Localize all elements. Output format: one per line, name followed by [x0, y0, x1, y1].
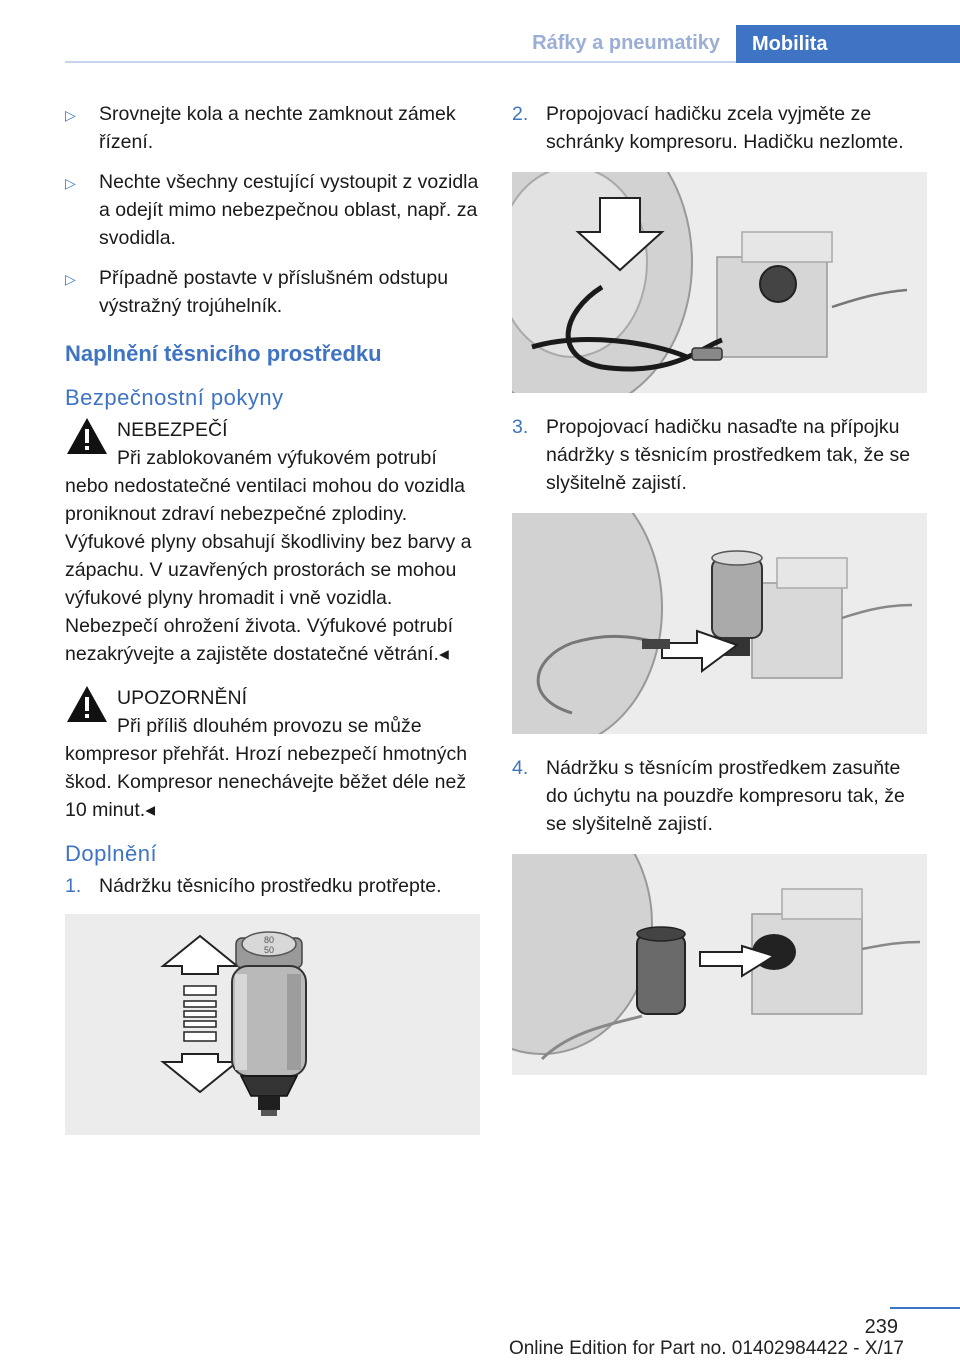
bullet-item [65, 100, 480, 156]
step-number: 3. [512, 416, 529, 438]
danger-notice [65, 416, 480, 668]
figure-shake-bottle [65, 914, 480, 1135]
right-column [512, 100, 927, 1095]
warning-triangle-icon [65, 416, 109, 456]
warning-text: Při příliš dlouhém provozu se může kompresor přehřát. Hrozí nebezpečí hmotných škod. Kompresor nenechávejte běžet déle než 10 minut.◂ [65, 715, 468, 821]
caution-notice [65, 684, 480, 824]
warning-title: NEBEZPEČÍ [117, 419, 228, 441]
step-text: Nádržku těsnicího prostředku protřepte. [99, 875, 442, 897]
triangle-bullet-icon: ▷ [65, 107, 76, 123]
edition-footer: Online Edition for Part no. 01402984422 - X/17 [508, 1338, 904, 1359]
figure-connect-hose [512, 513, 927, 734]
connect-illustration [512, 513, 927, 734]
warning-title: UPOZORNĚNÍ [117, 687, 248, 709]
warning-triangle-icon [65, 684, 109, 724]
insert-illustration [512, 854, 927, 1075]
left-column [65, 100, 480, 1155]
step-item [512, 413, 927, 497]
figure-remove-hose [512, 172, 927, 393]
step-number: 4. [512, 757, 529, 779]
step-text: Nádržku s těsnícím prostředkem zasuňte do úchytu na pouzdře kompresoru tak, že se slyšitelně zajistí. [546, 757, 905, 835]
section-heading: Naplnění těsnicího prostředku [65, 341, 382, 366]
bullet-text: Srovnejte kola a nechte zamknout zámek řízení. [99, 103, 456, 153]
chapter-tab[interactable]: Mobilita [736, 25, 960, 63]
step-item [512, 754, 927, 838]
step-number: 2. [512, 103, 529, 125]
footer-rule [890, 1307, 960, 1309]
step-item [65, 872, 480, 900]
figure-insert-bottle [512, 854, 927, 1075]
step-item [512, 100, 927, 156]
bullet-text: Nechte všechny cestující vystoupit z vozidla a odejít mimo nebezpečnou oblast, např. za svodidla. [99, 171, 479, 249]
refill-subheading: Doplnění [65, 841, 158, 866]
shake-bottle-illustration [65, 914, 480, 1135]
bullet-item [65, 168, 480, 252]
step-text: Propojovací hadičku zcela vyjměte ze schránky kompresoru. Hadičku nezlomte. [546, 103, 904, 153]
step-number: 1. [65, 875, 82, 897]
triangle-bullet-icon: ▷ [65, 271, 76, 287]
page-number: 239 [864, 1316, 898, 1338]
warning-text: Při zablokovaném výfukovém potrubí nebo nedostatečné ventilaci mohou do vozidla proniknout zdraví nebezpečné zplodiny. Výfukové plyny obsahují škodliviny bez barvy a zápachu. V uzavřených prostorách se mohou výfukové plyny hromadit i vně vozidla. Nebezpečí ohrožení života. Výfukové potrubí nezakrývejte a zajistěte dostatečné větrání.◂ [65, 447, 472, 665]
section-tab[interactable]: Ráfky a pneumatiky [532, 31, 720, 54]
hose-illustration [512, 172, 927, 393]
step-text: Propojovací hadičku nasaďte na přípojku nádržky s těsnicím prostředkem tak, že se slyšitelně zajistí. [546, 416, 911, 494]
triangle-bullet-icon: ▷ [65, 175, 76, 191]
safety-subheading: Bezpečnostní pokyny [65, 385, 284, 410]
bullet-item [65, 264, 480, 320]
bullet-text: Případně postavte v příslušném odstupu výstražný trojúhelník. [99, 267, 449, 317]
bottle-label-bottom: 50 [263, 945, 275, 955]
bottle-label-top: 80 [263, 935, 275, 945]
